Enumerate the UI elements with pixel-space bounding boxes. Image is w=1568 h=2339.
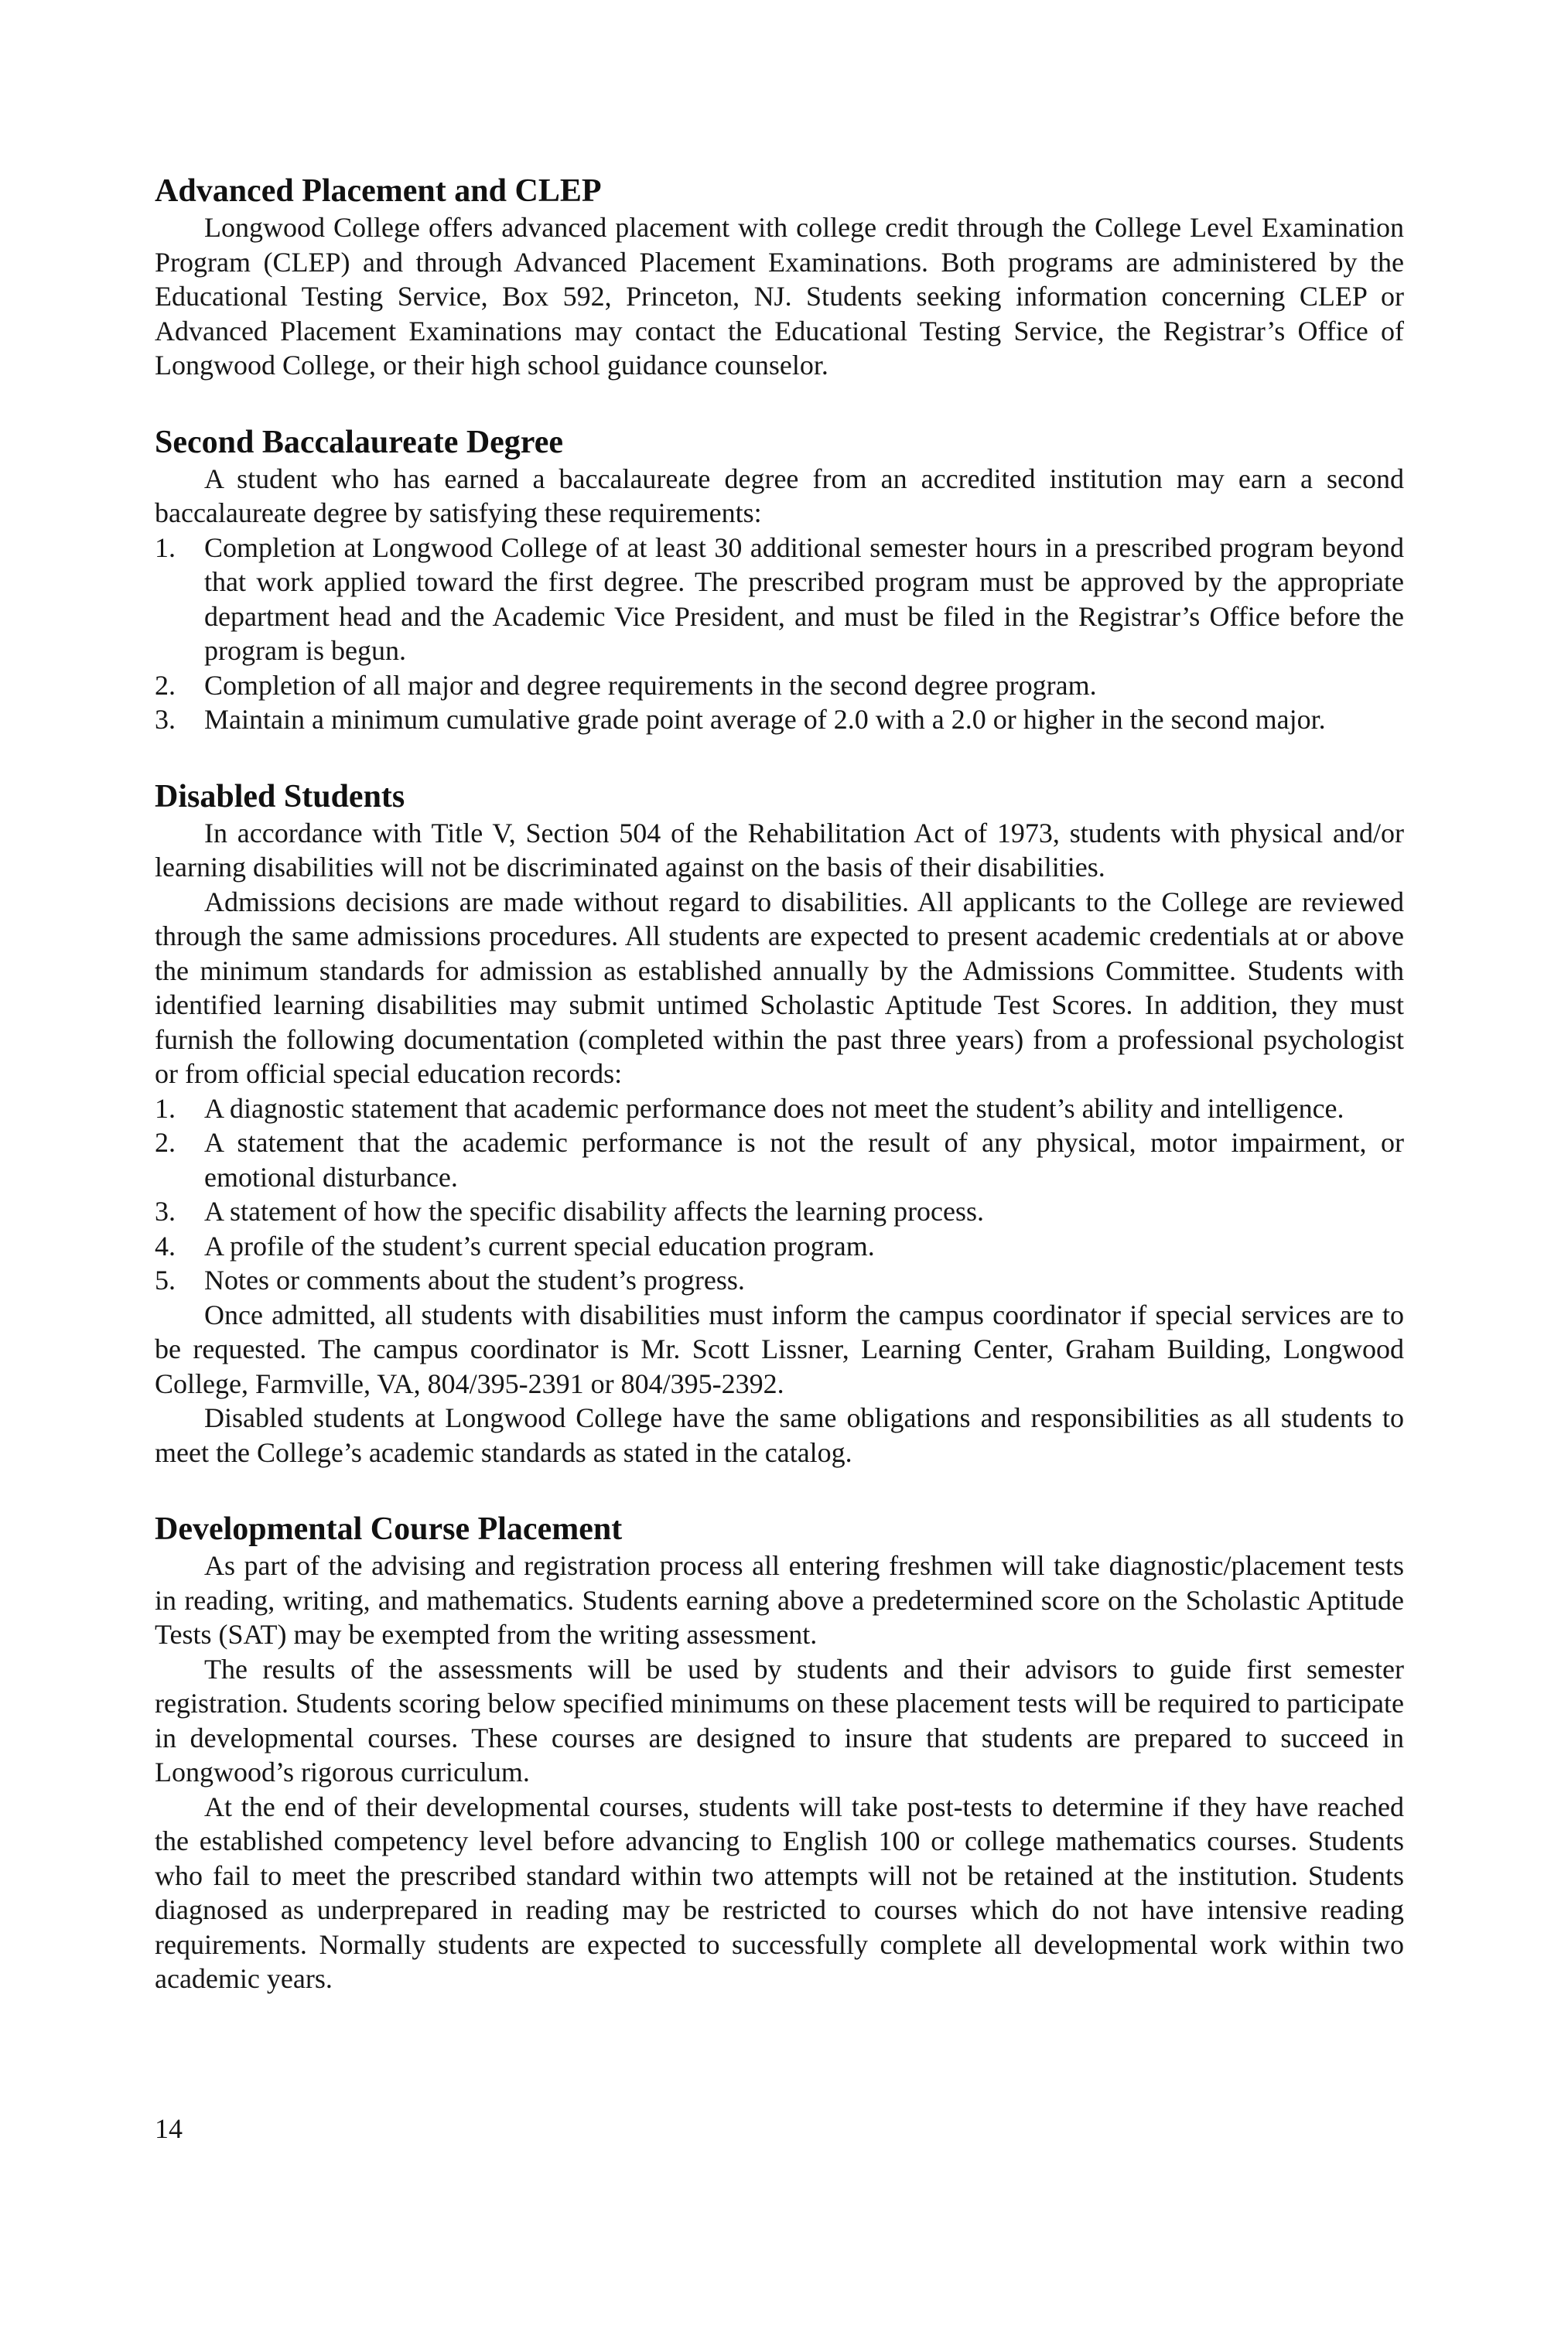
catalog-page	[155, 172, 1404, 1996]
list-item	[155, 668, 1404, 703]
paragraph: Admissions decisions are made without regard to disabilities. All applicants to the College are reviewed through the same admissions procedures. All students are expected to present academic credentials at or above the minimum standards for admission as established annually by the Admissions Committee. Students with identified learning disabilities may submit untimed Scholastic Aptitude Test Scores. In addition, they must furnish the following documentation (completed within the past three years) from a professional psychologist or from official special education records:	[155, 886, 1404, 1089]
section-heading: Advanced Placement and CLEP	[155, 173, 602, 209]
list-item-text: A statement of how the specific disability affects the learning process.	[204, 1196, 985, 1227]
list-number: 5.	[155, 1265, 176, 1296]
list-number: 3.	[155, 1196, 176, 1227]
list-item-text: A diagnostic statement that academic performance does not meet the student’s ability and intelligence.	[204, 1092, 1344, 1124]
list-item	[155, 1091, 1404, 1126]
page-number: 14	[155, 2113, 183, 2144]
paragraph: The results of the assessments will be used by students and their advisors to guide first semester registration. Students scoring below specified minimums on these placement tests will be required to participate in developmental courses. These courses are designed to insure that students are prepared to succeed in Longwood’s rigorous curriculum.	[155, 1653, 1404, 1788]
list-item	[155, 702, 1404, 737]
paragraph: A student who has earned a baccalaureate degree from an accredited institution may earn a second baccalaureate degree by satisfying these requirements:	[155, 463, 1404, 528]
paragraph: In accordance with Title V, Section 504 of the Rehabilitation Act of 1973, students with physical and/or learning disabilities will not be discriminated against on the basis of their disabilities.	[155, 817, 1404, 883]
section-second-baccalaureate	[155, 423, 1404, 737]
section-heading: Second Baccalaureate Degree	[155, 424, 563, 460]
paragraph: Once admitted, all students with disabilities must inform the campus coordinator if special services are to be requested. The campus coordinator is Mr. Scott Lissner, Learning Center, Graham Building, Longwood College, Farmville, VA, 804/395-2391 or 804/395-2392.	[155, 1299, 1404, 1399]
paragraph: Disabled students at Longwood College have the same obligations and responsibilities as all students to meet the College’s academic standards as stated in the catalog.	[155, 1402, 1404, 1468]
list-item-text: A statement that the academic performance is not the result of any physical, motor impairment, or emotional disturbance.	[204, 1127, 1404, 1193]
list-item	[155, 1125, 1404, 1194]
list-number: 4.	[155, 1230, 176, 1262]
section-heading: Disabled Students	[155, 778, 405, 814]
paragraph: Longwood College offers advanced placement with college credit through the College Level Examination Program (CLEP) and through Advanced Placement Examinations. Both programs are administered by the Educational Testing Service, Box 592, Princeton, NJ. Students seeking information concerning CLEP or Advanced Placement Examinations may contact the Educational Testing Service, the Registrar’s Office of Longwood College, or their high school guidance counselor.	[155, 212, 1404, 381]
list-item	[155, 1194, 1404, 1229]
section-advanced-placement	[155, 172, 1404, 383]
documentation-list	[155, 1091, 1404, 1298]
section-heading: Developmental Course Placement	[155, 1511, 623, 1547]
list-item-text: Completion of all major and degree requirements in the second degree program.	[204, 669, 1097, 701]
list-number: 2.	[155, 1127, 176, 1158]
list-item-text: Completion at Longwood College of at least 30 additional semester hours in a prescribed program beyond that work applied toward the first degree. The prescribed program must be approved by the appropriate department head and the Academic Vice President, and must be filed in the Registrar’s Office before the program is begun.	[204, 531, 1404, 666]
requirements-list	[155, 531, 1404, 737]
section-developmental-course-placement	[155, 1510, 1404, 1996]
list-item-text: Notes or comments about the student’s progress.	[204, 1265, 745, 1296]
paragraph: At the end of their developmental courses, students will take post-tests to determine if they have reached the established competency level before advancing to English 100 or college mathematics courses. Students who fail to meet the prescribed standard within two attempts will not be retained at the institution. Students diagnosed as underprepared in reading may be restricted to courses which do not have intensive reading requirements. Normally students are expected to successfully complete all developmental work within two academic years.	[155, 1791, 1404, 1994]
list-item	[155, 1263, 1404, 1298]
section-disabled-students	[155, 777, 1404, 1470]
list-number: 1.	[155, 531, 176, 563]
list-item-text: Maintain a minimum cumulative grade point average of 2.0 with a 2.0 or higher in the second major.	[204, 704, 1326, 735]
list-number: 3.	[155, 704, 176, 735]
list-number: 1.	[155, 1092, 176, 1124]
list-item	[155, 531, 1404, 668]
list-number: 2.	[155, 669, 176, 701]
list-item-text: A profile of the student’s current special education program.	[204, 1230, 875, 1262]
list-item	[155, 1229, 1404, 1264]
paragraph: As part of the advising and registration process all entering freshmen will take diagnostic/placement tests in reading, writing, and mathematics. Students earning above a predetermined score on the Scholastic Aptitude Tests (SAT) may be exempted from the writing assessment.	[155, 1550, 1404, 1650]
